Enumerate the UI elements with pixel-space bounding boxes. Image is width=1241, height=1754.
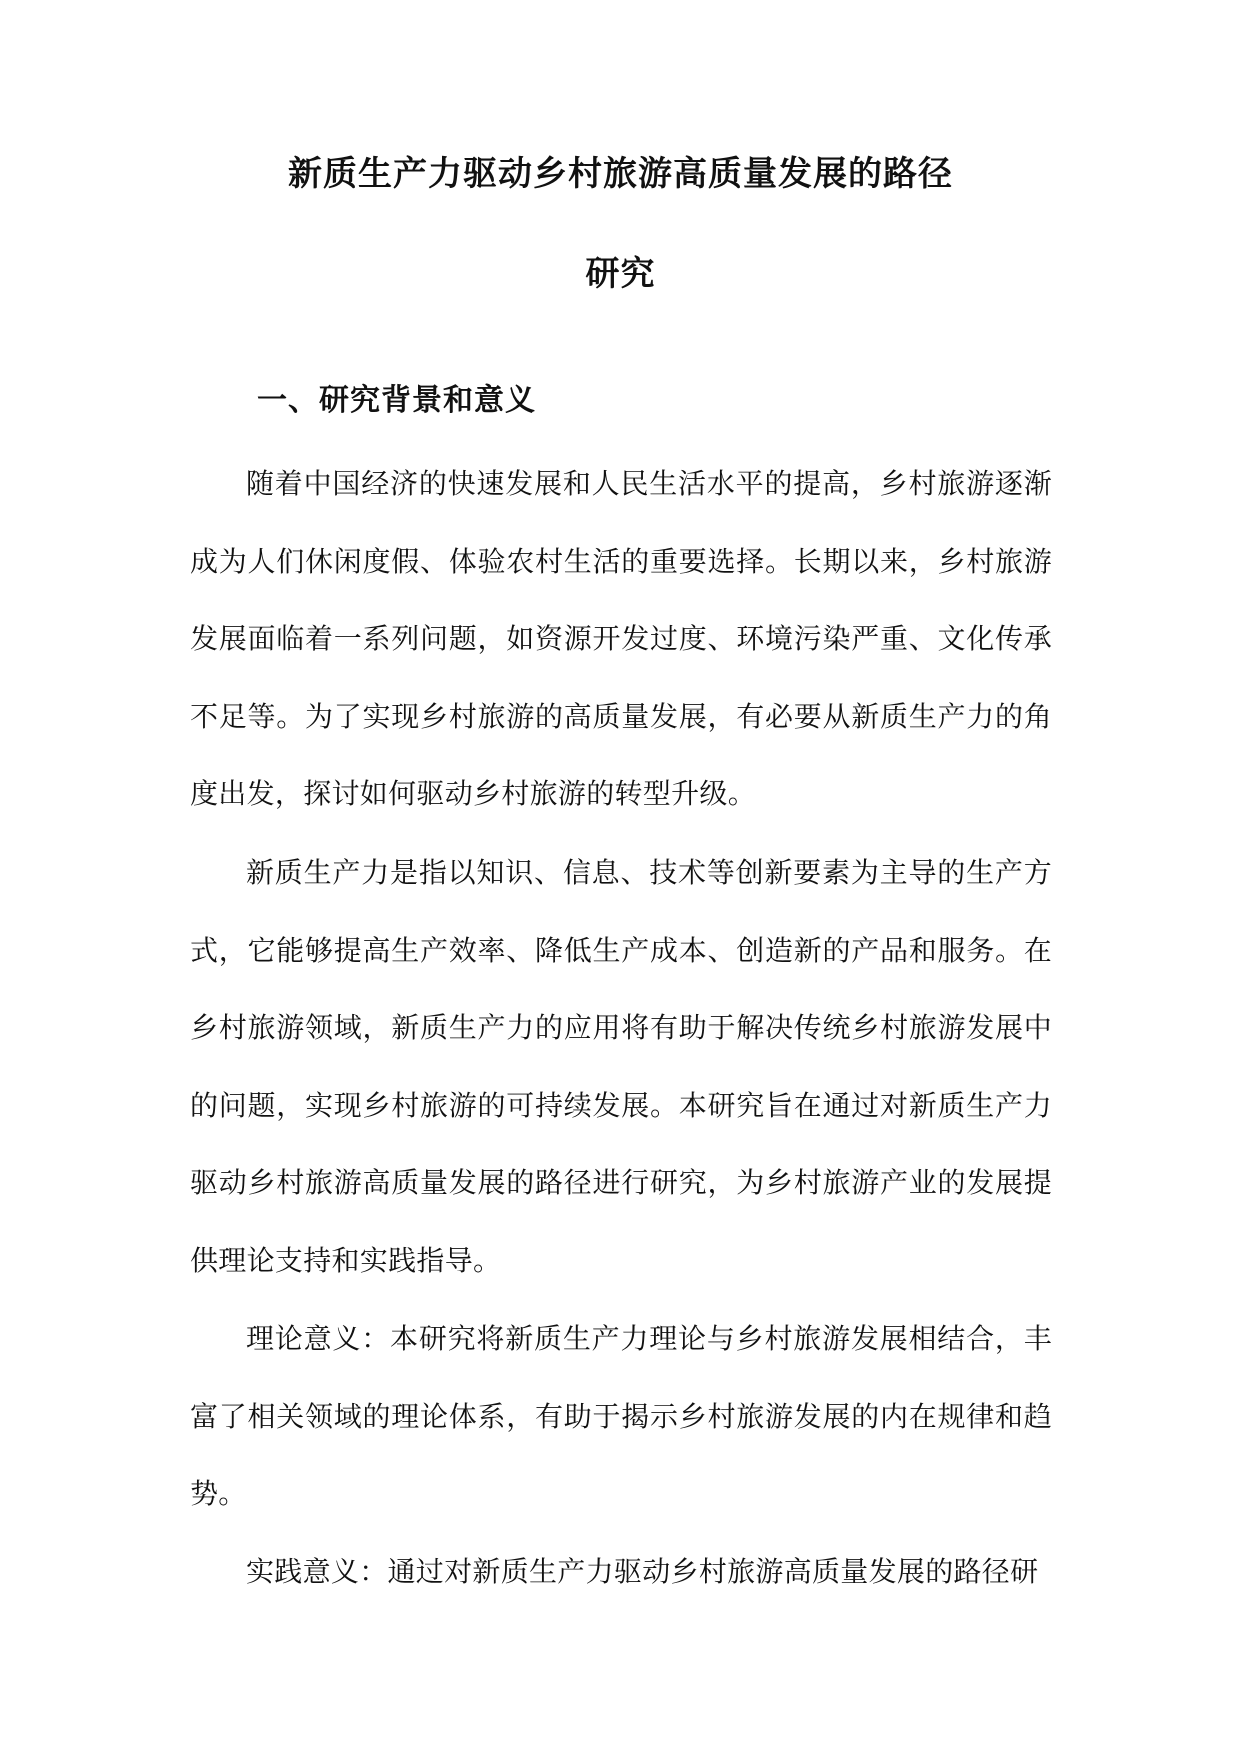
document-title-line-1: 新质生产力驱动乡村旅游高质量发展的路径 [288,154,953,194]
paragraph-theoretical-significance: 理论意义：本研究将新质生产力理论与乡村旅游发展相结合，丰富了相关领域的理论体系，有助于揭示乡村旅游发展的内在规律和趋势。 [190,1322,1052,1510]
paragraph-background: 随着中国经济的快速发展和人民生活水平的提高，乡村旅游逐渐成为人们休闲度假、体验农村生活的重要选择。长期以来，乡村旅游发展面临着一系列问题，如资源开发过度、环境污染严重、文化传承不足等。为了实现乡村旅游的高质量发展，有必要从新质生产力的角度出发，探讨如何驱动乡村旅游的转型升级。 [190,467,1052,810]
paragraph-new-productivity: 新质生产力是指以知识、信息、技术等创新要素为主导的生产方式，它能够提高生产效率、降低生产成本、创造新的产品和服务。在乡村旅游领域，新质生产力的应用将有助于解决传统乡村旅游发展中的问题，实现乡村旅游的可持续发展。本研究旨在通过对新质生产力驱动乡村旅游高质量发展的路径进行研究，为乡村旅游产业的发展提供理论支持和实践指导。 [190,856,1052,1277]
section-heading: 一、研究背景和意义 [257,383,536,418]
paragraph-practical-significance: 实践意义：通过对新质生产力驱动乡村旅游高质量发展的路径研 [246,1555,1039,1588]
document-title-line-2: 研究 [585,254,656,294]
